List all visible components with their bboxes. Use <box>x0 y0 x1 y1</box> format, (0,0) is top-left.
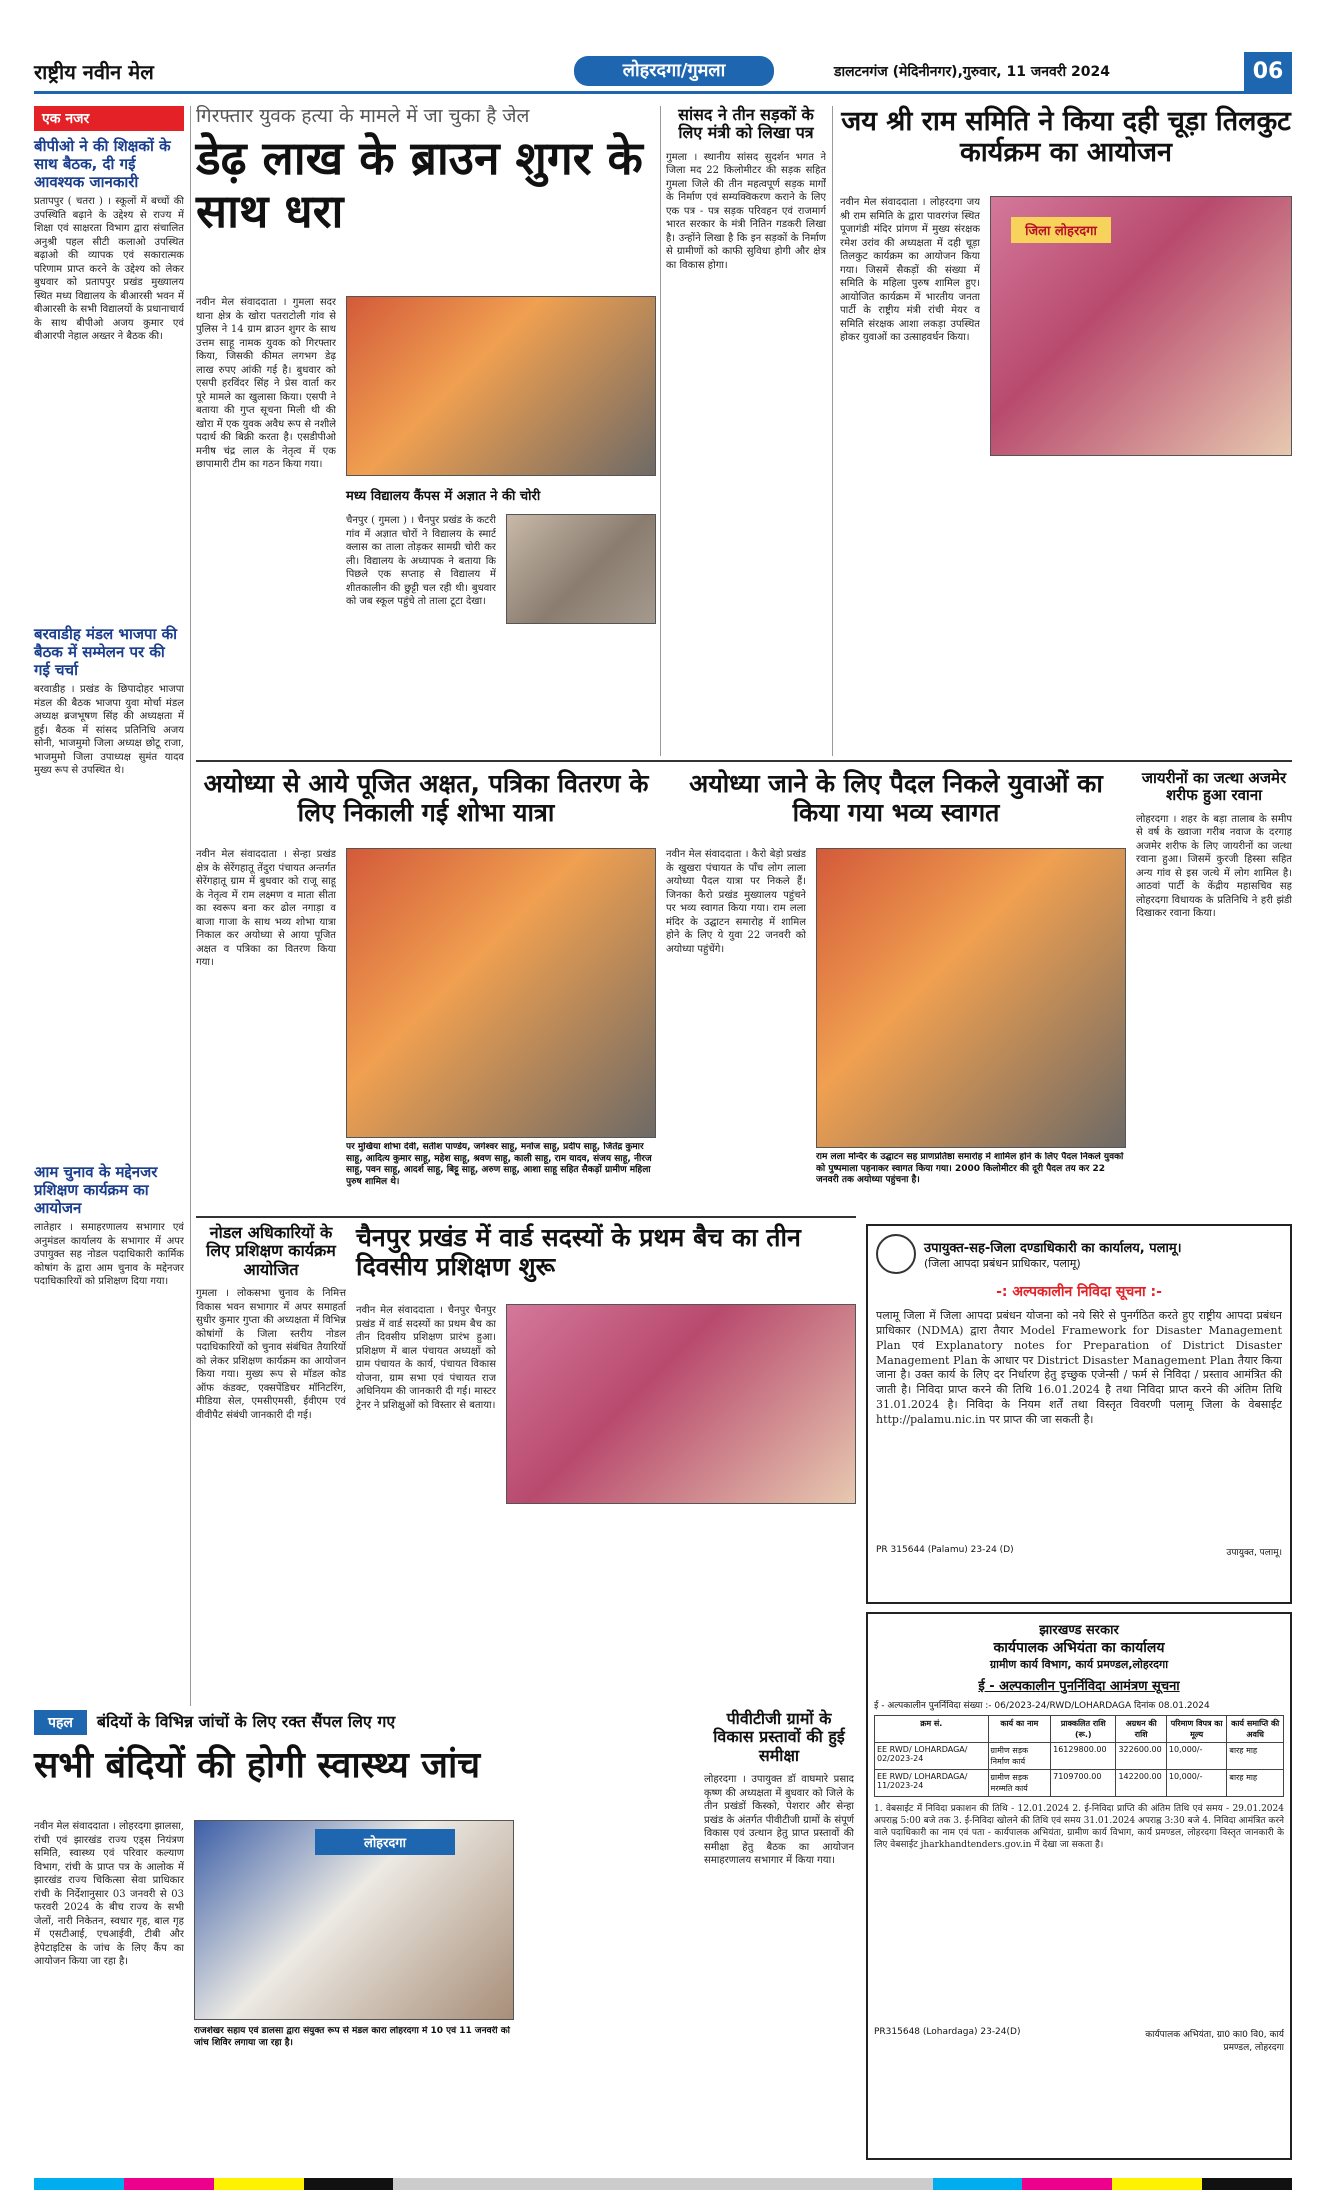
padyatra-story <box>666 770 1126 1210</box>
emblem-icon <box>876 1234 916 1274</box>
health-story <box>34 1710 694 2160</box>
lead-kicker: गिरफ्तार युवक हत्या के मामले में जा चुका है जेल <box>196 105 530 127</box>
health-kicker: बंदियों के विभिन्न जांचों के लिए रक्त सैंपल लिए गए <box>96 1712 396 1732</box>
table-cell: 16129800.00 <box>1051 1743 1116 1770</box>
padyatra-headline: अयोध्या जाने के लिए पैदल निकले युवाओं का किया गया भव्य स्वागत <box>689 769 1103 827</box>
tender-header: कार्य का नाम <box>988 1716 1051 1743</box>
lead-body: नवीन मेल संवाददाता । गुमला सदर थाना क्षेत्र के खोरा पतराटोली गांव से पुलिस ने 14 ग्राम ब्राउन शुगर के साथ उत्तम साहू नामक युवक को गिरफ्तार किया, जिसकी कीमत लगभग डेढ़ लाख रुपए आंकी गई है। बुधवार को एसपी हरविंदर सिंह ने प्रेस वार्ता कर पूरे मामले का खुलासा किया। एसपी ने बताया की गुप्त सूचना मिली थी की खोरा में एक युवक अवैध रूप से नशीले पदार्थ की बिक्री करता है। एसडीपीओ मनीष चंद्र लाल के नेतृत्व में एक छापामारी टीम का गठन किया गया। <box>196 297 336 470</box>
sidebar-label: एक नजर <box>34 106 184 131</box>
tender-notes: 1. वेबसाईट में निविदा प्रकाशन की तिथि - 12.01.2024 2. ई-निविदा प्राप्ति की अंतिम तिथि एवं समय - 29.01.2024 अपराह्न 5:00 बजे तक 3. ई-निविदा खोलने की तिथि एवं समय 31.01.2024 अपराह्न 3:30 बजे 4. निविदा आमंत्रित करने वाले पदाधिकारी का नाम एवं पता - कार्यपालक अभियंता, ग्रामीण कार्य विभाग, कार्य प्रमण्डल, लोहरदगा विस्तृत जानकारी के लिए वेबसाईट jharkhandtenders.gov.in में देखा जा सकता है। <box>874 1804 1284 1851</box>
tender-header: अग्रधन की राशि <box>1116 1716 1166 1743</box>
mp-story <box>666 106 826 776</box>
mp-headline: सांसद ने तीन सड़कों के लिए मंत्री को लिखा पत्र <box>678 105 814 143</box>
nodal-headline: नोडल अधिकारियों के लिए प्रशिक्षण कार्यक्रम आयोजित <box>206 1223 336 1279</box>
notice-sub-office: (जिला आपदा प्रबंधन प्राधिकार, पलामू) <box>924 1256 1081 1270</box>
color-swatch <box>933 2178 1023 2190</box>
palamu-tender-notice <box>866 1224 1292 1604</box>
section-rule <box>196 760 1292 762</box>
page-number: 06 <box>1244 52 1292 92</box>
akshat-caption: पर मुखिया शोभा देवी, सतीश पाण्डेय, जगेश्वर साहू, मनोज साहू, प्रदीप साहू, जितेंद्र कुमार साहू, आदित्य कुमार साहू, महेश साहू, श्रवण साहू, काली साहू, राम यादव, संजय साहू, नीरज साहू, पवन साहू, आदर्श साहू, बिट्टू साहू, अरुण साहू, आशा साहू सहित सैकड़ों ग्रामीण महिला पुरुष शामिल थे। <box>346 1142 652 1188</box>
mp-body: गुमला । स्थानीय सांसद सुदर्शन भगत ने जिला मद 22 किलोमीटर की सड़क सहित गुमला जिले की तीन महत्वपूर्ण सड़क मार्गों के निर्माण एवं सम्यक्विकरण कराने के लिए एक पत्र - पत्र सड़क परिवहन एवं राजमार्ग भारत सरकार के मंत्री नितिन गडकरी लिखा है। उन्होंने लिखा है कि इन सड़कों के निर्माण से ग्रामीणों को काफी सुविधा होगी और क्षेत्र का विकास होगा। <box>666 151 826 271</box>
column-rule <box>190 106 191 1706</box>
table-cell: EE RWD/ LOHARDAGA/ 11/2023-24 <box>875 1770 989 1797</box>
ajmer-story <box>1136 770 1292 1210</box>
table-cell: 10,000/- <box>1166 1770 1227 1797</box>
school-headline: मध्य विद्यालय कैंपस में अज्ञात ने की चोरी <box>346 489 541 504</box>
nodal-story <box>196 1224 346 1704</box>
health-photo <box>194 1820 514 2020</box>
paper-logo: राष्ट्रीय नवीन मेल <box>34 60 154 84</box>
tender-header: कार्य समाप्ति की अवधि <box>1227 1716 1284 1743</box>
tender-table <box>874 1715 1284 1797</box>
tender-header: क्रम सं. <box>875 1716 989 1743</box>
ward-headline: चैनपुर प्रखंड में वार्ड सदस्यों के प्रथम बैच का तीन दिवसीय प्रशिक्षण शुरू <box>356 1223 801 1281</box>
color-swatch <box>304 2178 394 2190</box>
tender-office: कार्यपालक अभियंता का कार्यालय <box>993 1640 1165 1656</box>
table-row <box>875 1743 1284 1770</box>
health-headline: सभी बंदियों की होगी स्वास्थ्य जांच <box>34 1745 481 1786</box>
tender-signoff: कार्यपालक अभियंता, ग्रा0 का0 वि0, कार्य प्रमण्डल, लोहरदगा <box>1145 2030 1284 2053</box>
school-body: चैनपुर ( गुमला ) । चैनपुर प्रखंड के कटरी गांव में अज्ञात चोरों ने विद्यालय के स्मार्ट क्लास का ताला तोड़कर सामग्री चोरी कर ली। विद्यालय के अध्यापक ने बताया कि पिछले एक सप्ताह से विद्यालय में शीतकालीन की छुट्टी चल रही थी। बुधवार को जब स्कूल पहुंचे तो ताला टूटा देखा। <box>346 515 496 607</box>
section-tag: पहल <box>34 1710 87 1735</box>
health-body: नवीन मेल संवाददाता । लोहरदगा झालसा, रांची एवं झारखंड राज्य एड्स नियंत्रण समिति, स्वास्थ्य एवं परिवार कल्याण विभाग, रांची के प्राप्त पत्र के आलोक में झारखंड राज्य चिकित्सा सेवा प्राधिकार रांची के निर्देशानुसार 03 जनवरी से 03 फरवरी 2024 के बीच राज्य के सभी जेलों, नारी निकेतन, स्वधार गृह, बाल गृह में एसटीआई, एचआईवी, टीबी और हेपेटाइटिस के जांच के लिए कैंप का आयोजन किया जा रहा है। <box>34 1821 184 1967</box>
akshat-story <box>196 770 656 1210</box>
nodal-body: गुमला । लोकसभा चुनाव के निमित्त विकास भवन सभागार में अपर समाहर्ता सुधीर कुमार गुप्ता की अध्यक्षता में विभिन्न कोषांगों के जिला स्तरीय नोडल पदाधिकारियों को चुनाव संबंधित तैयारियों को लेकर प्रशिक्षण कार्यक्रम का आयोजन किया गया। मुख्य रूप से मॉडल कोड ऑफ कंडक्ट, एक्सपेंडिचर मॉनिटरिंग, मीडिया सेल, एमसीएमसी, ईवीएम एवं वीवीपैट संबंधी जानकारी दी गई। <box>196 1288 346 1421</box>
table-cell: ग्रामीण सड़क मरम्मति कार्य <box>988 1770 1051 1797</box>
tender-title: ई - अल्पकालीन पुनर्निविदा आमंत्रण सूचना <box>978 1679 1180 1694</box>
padyatra-body: नवीन मेल संवाददाता । कैरो बेड़ो प्रखंड के खुखरा पंचायत के पाँच लोग लाला अयोध्या पैदल यात्रा पर निकले हैं। जिनका कैरो प्रखंड मुख्यालय पहुंचने पर भव्य स्वागत किया गया। राम लला मंदिर के उद्घाटन समारोह में शामिल होने के लिए ये युवा 22 जनवरी को अयोध्या पहुंचेंगे। <box>666 849 806 955</box>
akshat-headline: अयोध्या से आये पूजित अक्षत, पत्रिका वितरण के लिए निकाली गई शोभा यात्रा <box>203 769 649 827</box>
tender-govt: झारखण्ड सरकार <box>1039 1623 1119 1638</box>
jai-shri-ram-story <box>840 106 1292 776</box>
notice-office: उपायुक्त-सह-जिला दण्डाधिकारी का कार्यालय, पलामू। <box>924 1240 1182 1256</box>
table-cell: 7109700.00 <box>1051 1770 1116 1797</box>
tender-sub-office: ग्रामीण कार्य विभाग, कार्य प्रमण्डल,लोहरदगा <box>989 1658 1169 1671</box>
school-story <box>346 490 656 780</box>
ward-body: नवीन मेल संवाददाता । चैनपुर चैनपुर प्रखंड में वार्ड सदस्यों का प्रथम बैच का तीन दिवसीय प्रशिक्षण प्रारंभ हुआ। प्रशिक्षण में बाल पंचायत अध्यक्षों को ग्राम पंचायत के कार्य, पंचायत विकास योजना, ग्राम सभा एवं पंचायत राज अधिनियम की जानकारी दी गई। मास्टर ट्रेनर ने प्रशिक्षुओं को विस्तार से बताया। <box>356 1305 496 1411</box>
pvtg-story <box>704 1710 854 2160</box>
sidebar-body-3: लातेहार । समाहरणालय सभागार एवं अनुमंडल कार्यालय के सभागार में अपर उपायुक्त सह नोडल पदाधिकारी कार्मिक कोषांग के द्वारा आम चुनाव के मद्देनजर पदाधिकारियों को प्रशिक्षण दिया गया। <box>34 1222 184 1287</box>
padyatra-caption: राम लला मन्दिर के उद्घाटन सह प्राणप्रतिष्ठा समारोह में शामिल होने के लिए पैदल निकले युवकों को पुष्पमाला पहनाकर स्वागत किया गया। 2000 किलोमीटर की दूरी पैदल तय कर 22 जनवरी तक अयोध्या पहुंचना है। <box>816 1152 1124 1186</box>
masthead <box>34 52 1292 94</box>
color-swatch <box>1202 2178 1292 2190</box>
jai-body: नवीन मेल संवाददाता । लोहरदगा जय श्री राम समिति के द्वारा पावरगंज स्थित पूजागंडी मंदिर प्रांगण में मुख्य संरक्षक रमेश उरांव की अध्यक्षता में दही चूड़ा तिलकुट कार्यक्रम का आयोजन किया गया। जिसमें सैकड़ों की संख्या में समिति के महिला पुरुष शामिल हुए। आयोजित कार्यक्रम में भारतीय जनता पार्टी के राष्ट्रीय मंत्री रांची मेयर व समिति संरक्षक आशा लकड़ा उपस्थित होकर युवाओं का उत्साहवर्धन किया। <box>840 197 980 343</box>
notice-body: पलामू जिला में जिला आपदा प्रबंधन योजना को नये सिरे से पुनर्गठित करते हुए राष्ट्रीय आपदा प्रबंधन प्राधिकार (NDMA) द्वारा तैयार Model Framework for Disaster Management Plan एवं Explanatory notes for Preparation of District Disaster Management Plan के आधार पर District Disaster Management Plan तैयार किया जाना है। उक्त कार्य के लिए दर निर्धारण हेतु इच्छुक एजेन्सी / फर्म से निविदा / प्रस्ताव आमंत्रित की जाती है। निविदा प्राप्त करने की तिथि 16.01.2024 है तथा निविदा प्राप्त करने की अंतिम तिथि 31.01.2024 है। निविदा के नियम शर्तें तथा विस्तृत विवरणी पलामू जिला के वेबसाईट http://palamu.nic.in पर प्राप्त की जा सकती है। <box>876 1309 1282 1426</box>
tender-header: परिमाण विपत्र का मूल्य <box>1166 1716 1227 1743</box>
section-label: लोहरदगा/गुमला <box>574 56 774 86</box>
notice-pr-number: PR 315644 (Palamu) 23-24 (D) <box>876 1545 1014 1555</box>
color-swatch <box>1112 2178 1202 2190</box>
akshat-body: नवीन मेल संवाददाता । सेन्हा प्रखंड क्षेत्र के सेरेंगहातू तेंदुरा पंचायत अन्तर्गत सेरेंगहातू ग्राम में बुधवार को राजू साहू के नेतृत्व में राम लक्ष्मण व माता सीता का स्वरूप बना कर ढोल नगाड़ा व बाजा गाजा के साथ भव्य शोभा यात्रा निकाल कर अयोध्या से आया पूजित अक्षत व पत्रिका का वितरण किया गया। <box>196 849 336 968</box>
tender-header: प्राक्कलित राशि (रू.) <box>1051 1716 1116 1743</box>
color-swatch <box>124 2178 214 2190</box>
sidebar-headline-3: आम चुनाव के मद्देनजर प्रशिक्षण कार्यक्रम का आयोजन <box>34 1163 158 1217</box>
pvtg-body: लोहरदगा । उपायुक्त डॉ वाघमारे प्रसाद कृष्ण की अध्यक्षता में बुधवार को जिले के तीन प्रखंडों किस्को, पेशरार और सेन्हा प्रखंड के अंतर्गत पीवीटीजी ग्रामों के संपूर्ण विकास एवं उत्थान हेतु प्राप्त प्रस्तावों की समीक्षा हेतु बैठक का आयोजन समाहरणालय सभागार में किया गया। <box>704 1774 854 1867</box>
table-cell: 142200.00 <box>1116 1770 1166 1797</box>
sidebar-body-1: प्रतापपुर ( चतरा ) । स्कूलों में बच्चों की उपस्थिति बढ़ाने के उद्देश्य से राज्य में शिक्षा एवं साक्षरता विभाग द्वारा संचालित अनुश्री पहल सीटी कलाओ उपस्थित बढ़ाओ की व्यापक एवं सकारात्मक परिणाम प्राप्त करने के उद्देश्य को लेकर बुधवार को प्रतापपुर प्रखंड मुख्यालय स्थित मध्य विद्यालय के बीआरसी भवन में बीआरसी के सभी विद्यालयों के प्रधानाचार्य के साथ बीपीओ अजय कुमार एवं बीआरपी नेहाल अख्तर ने बैठक की। <box>34 196 184 342</box>
notice-signoff: उपायुक्त, पलामू। <box>1226 1548 1282 1558</box>
ajmer-body: लोहरदगा । शहर के बड़ा तालाब के समीप से वर्ष के ख्वाजा गरीब नवाज के दरगाह अजमेर शरीफ के लिए जायरीनों का जत्था रवाना हुआ। जिसमें कुरजी हिस्सा सहित अन्य गांव से इस जत्थे में लोग शामिल है। आठवां पार्टी के केंद्रीय महासचिव सह लोहरदगा विधायक के प्रतिनिधि ने हरी झंडी दिखाकर रवाना किया। <box>1136 813 1292 919</box>
color-swatch <box>214 2178 304 2190</box>
ward-photo <box>506 1304 856 1504</box>
tender-ref: ई - अल्पकालीन पुनर्निविदा संख्या :- 06/2023-24/RWD/LOHARDAGA दिनांक 08.01.2024 <box>874 1701 1210 1711</box>
ajmer-headline: जायरीनों का जत्था अजमेर शरीफ हुआ रवाना <box>1141 769 1287 805</box>
school-photo <box>506 514 656 624</box>
color-swatch <box>1022 2178 1112 2190</box>
padyatra-photo <box>816 848 1126 1148</box>
dateline: डालटनगंज (मेदिनीनगर),गुरुवार, 11 जनवरी 2024 <box>834 64 1110 80</box>
lohardaga-tender-notice <box>866 1612 1292 2160</box>
sidebar-headline-1: बीपीओ ने की शिक्षकों के साथ बैठक, दी गई आवश्यक जानकारी <box>34 137 171 191</box>
table-cell: ग्रामीण सड़क निर्माण कार्य <box>988 1743 1051 1770</box>
ward-story <box>356 1224 856 1704</box>
section-rule <box>196 1216 856 1218</box>
jai-photo <box>990 196 1292 456</box>
column-rule <box>660 106 661 756</box>
lead-photo <box>346 296 656 476</box>
table-cell: 10,000/- <box>1166 1743 1227 1770</box>
sidebar-ek-nazar <box>34 106 184 1726</box>
sidebar-headline-2: बरवाडीह मंडल भाजपा की बैठक में सम्मेलन पर की गई चर्चा <box>34 625 178 679</box>
pvtg-headline: पीवीटीजी ग्रामों के विकास प्रस्तावों की हुई समीक्षा <box>713 1709 845 1765</box>
table-cell: बारह माह <box>1227 1743 1284 1770</box>
sidebar-body-2: बरवाडीह । प्रखंड के छिपादोहर भाजपा मंडल की बैठक भाजपा युवा मोर्चा मंडल अध्यक्ष ब्रजभूषण सिंह की अध्यक्षता में हुई। बैठक में सांसद प्रतिनिधि अजय सोनी, भाजमुमो जिला अध्यक्ष छोटू राजा, भाजमुमो जिला उपाध्यक्ष सुमंत यादव मुख्य रूप से उपस्थित थे। <box>34 684 184 776</box>
akshat-photo <box>346 848 656 1138</box>
table-cell: 322600.00 <box>1116 1743 1166 1770</box>
health-caption: राजशेखर सहाय एवं डालसा द्वारा संयुक्त रूप से मंडल कारा लोहरदगा में 10 एवं 11 जनवरी को जांच शिविर लगाया जा रहा है। <box>194 2026 510 2048</box>
lead-headline: डेढ़ लाख के ब्राउन शुगर के साथ धरा <box>196 130 643 238</box>
color-swatch <box>393 2178 932 2190</box>
tender-pr-number: PR315648 (Lohardaga) 23-24(D) <box>874 2027 1021 2037</box>
color-registration-bar <box>34 2178 1292 2192</box>
table-cell: बारह माह <box>1227 1770 1284 1797</box>
notice-title: -: अल्पकालीन निविदा सूचना :- <box>996 1284 1162 1300</box>
color-swatch <box>34 2178 124 2190</box>
column-rule <box>832 106 833 756</box>
table-row <box>875 1770 1284 1797</box>
health-photo-banner: लोहरदगा <box>315 1829 455 1855</box>
jai-photo-banner: जिला लोहरदगा <box>1011 217 1111 243</box>
jai-headline: जय श्री राम समिति ने किया दही चूड़ा तिलकुट कार्यक्रम का आयोजन <box>841 106 1291 169</box>
table-cell: EE RWD/ LOHARDAGA/ 02/2023-24 <box>875 1743 989 1770</box>
